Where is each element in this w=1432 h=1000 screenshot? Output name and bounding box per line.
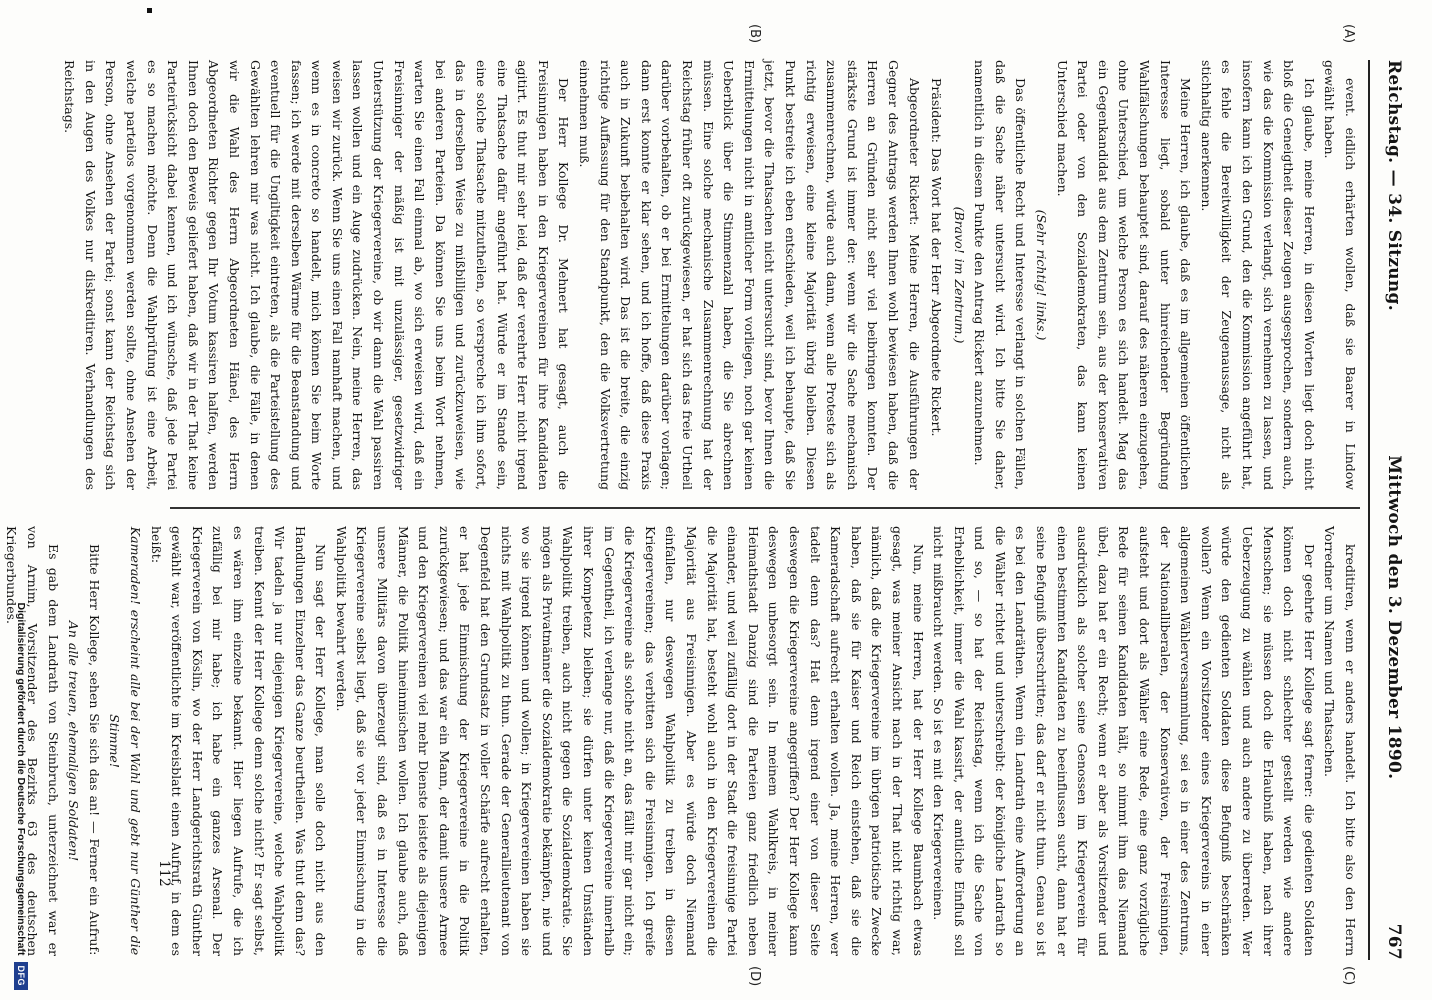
left-text-column bbox=[62, 60, 1360, 490]
paragraph: Das öffentliche Recht und Interesse verlangt in solchen Fällen, daß die Sache näher untersucht wird. Ich bitte Sie daher, namentlich in diesem Punkte den Antrag Rickert anzunehmen. bbox=[972, 60, 1029, 490]
margin-mark-a: (A) bbox=[1341, 24, 1356, 44]
header-title: Reichstag. — 34. Sitzung. bbox=[1384, 60, 1404, 311]
credit-text: Digitalisierung gefördert durch die Deutsche Forschungsgemeinschaft bbox=[15, 602, 27, 956]
header-rule bbox=[1368, 60, 1370, 960]
paragraph: Nun, meine Herren, hat der Herr Kollege Baumbach etwas gesagt, was meiner Ansicht nach in der That nicht richtig war, nämlich, daß die Kriegervereine im übrigen patriotische Zwecke haben, daß sie für Kaiser und Reich einstehen, daß sie die Kameradschaft aufrecht erhalten wollen. Ja, meine Herren, wer tadelt denn das? Hat denn irgend einer von dieser Seite deswegen die Kriegervereine angegriffen? Der Herr Kollege kann deswegen unbesorgt sein. In meinem Wahlkreis, in meiner Heimathstadt Danzig sind die Parteien ganz friedlich neben einander, und weil zufällig dort in der Stadt die freisinnige Partei die Majorität hat, besteht wohl auch in den Kriegervereinen die Majorität aus Freisinnigen. Aber es würde doch Niemand einfallen, nur deswegen Wahlpolitik zu treiben in diesen Kriegervereinen; das verbitten sich die Freisinnigen. Ich greife die Kriegervereine als solche nicht an, das fällt mir gar nicht ein; im Gegentheil, ich verlange nur, daß die Kriegervereine innerhalb ihrer Kompetenz bleiben; sie dürfen unter keinen Umständen Wahlpolitik treiben, auch nicht gegen die Sozialdemokratie. Sie mögen als Privatmänner die Sozialdemokratie bekämpfen, nie und wo sie irgend können und wollen; in Kriegervereinen haben sie nichts mit Wahlpolitik zu thun. Gerade der Generallieutenant von Degenfeld hat den Grundsatz in voller Schärfe aufrecht erhalten, er hat jede Einmischung der Kriegervereine in die Politik zurückgewiesen; und das war ein Mann, der damit unsere Armee und den Kriegervereinen viel mehr Dienste leistete als diejenigen Männer, die Politik hineinmischen wollen. Ich glaube auch, daß unsere Militärs davon überzeugt sind, daß es in Interesse die Kriegervereine selbst liegt, daß sie vor jeder Einmischung in die Wahlpolitik bewahrt werden. bbox=[333, 526, 926, 956]
interjection: (Bravo! im Zentrum.) bbox=[951, 206, 967, 344]
paragraph: Ich glaube, meine Herren, in diesen Worten liegt doch nicht bloß die Geneigtheit dieser Zeugen ausgesprochen, sondern auch, wie das die Kommission verlangt, sich vernehmen zu lassen, und insofern kann ich den Grund, den die Kommission angeführt hat, es fehle die Bereitwilligkeit der Zeugenaussage, nicht als stichhaltig anerkennen. bbox=[1198, 60, 1317, 490]
paragraph: Nun sagt der Herr Kollege, man solle doch nicht aus den Handlungen Einzelner das Ganze beurtheilen. Was thut denn das? Wir tadeln ja nur diejenigen Kriegervereine, welche Wahlpolitik treiben. Kennt der Herr Kollege denn solche nicht? Er sagt selbst, es wären ihm einzelne bekannt. Hier liegen Aufrufe, die ich zufällig bei mir habe; ich habe ein ganzes Arsenal. Der Kriegerverein von Köslin, wo der Herr Landgerichtsrath Günther gewählt war, veröffentlichte im Kreisblatt einen Aufruf, in dem es heißt: bbox=[148, 526, 329, 956]
paragraph: Meine Herren, ich glaube, daß es im allgemeinen öffentlichen Interesse liegt, sobald unter hinreichender Begründung Wahlfälschungen behauptet sind, darauf des näheren einzugehen, ohne Unterschied, um welche Person es sich handelt. Mag das ein Gegenkandidat aus dem Zentrum sein, aus der konservativen Partei oder von den Sozialdemokraten, das kann keinen Unterschied machen. bbox=[1054, 60, 1194, 490]
margin-mark-b: (B) bbox=[747, 24, 762, 44]
speaker-paragraph: Abgeordneter Rickert: Meine Herren, die Ausführungen der Gegner des Antrags werden Ihnen wohl bewiesen haben, daß die Herren an Gründen nicht sehr viel beibringen konnten. Der stärkste Grund ist immer der: wenn wir die Sache mechanisch zusammenrechnen, würde auch dann, wenn alle Proteste sich als richtig erweisen, eine kleine Majorität übrig bleiben. Diesen Punkt bestreite ich eben entschieden, weil ich behaupte, daß Sie jetzt, bevor die Thatsachen nicht untersucht sind, bevor Ihnen die Ermittelungen nicht in amtlicher Form vorliegen, noch gar keinen Ueberblick über die Stimmenzahl haben, die Sie abrechnen müssen. Eine solche mechanische Zusammenrechnung hat der Reichstag früher oft zurückgewiesen, er hat sich das freie Urtheil darüber vorbehalten, ob er bei Ermittelungen darüber vorlagen; dann erst konnte er klar sehen, und ich hoffe, daß diese Praxis auch in Zukunft beibehalten wird. Das ist die breite, die einzig richtige Auffassung für den Standpunkt, den die Volksvertretung einnehmen muß. bbox=[577, 60, 922, 490]
speaker-paragraph: Präsident: Das Wort hat der Herr Abgeordnete Rickert. bbox=[929, 78, 945, 437]
paragraph: Bitte Herr Kollege, sehen Sie sich das an! — Ferner ein Aufruf: bbox=[86, 544, 102, 956]
printer-signature: 112 bbox=[156, 860, 172, 887]
margin-mark-c: (C) bbox=[1341, 966, 1356, 986]
quotation: An alle treuen, ehemaligen Soldaten! bbox=[66, 620, 82, 862]
page-number: 767 bbox=[1384, 923, 1404, 960]
paragraph: Es gab dem Landrath von Steinbruch, unterzeichnet war er von Arnim, Vorsitzender des Bezirks 63 des deutschen Kriegerbundes. bbox=[4, 526, 61, 956]
interjection: (Sehr richtig! links.) bbox=[1034, 209, 1050, 341]
digitization-credit bbox=[14, 340, 28, 990]
header-date: Mittwoch den 3. Dezember 1890. bbox=[1384, 455, 1404, 780]
paragraph: Der Herr Kollege Dr. Mehnert hat gesagt, auch die Freisinnigen haben in den Kriegervereinen für ihre Kandidaten agitirt. Es thut mir sehr leid, daß der verehrte Herr nicht irgend eine Thatsache dafür angeführt hat. Würde er im Stande sein, eine solche Thatsache mitzutheilen, so verspreche ich ihm sofort, das in derselben Weise zu mißbilligen und zurückzuweisen, wie bei anderen Parteien. Da können Sie uns beim Wort nehmen, warten Sie einen Fall einmal ab, wo sich erweisen wird, daß ein Freisinniger der mäßig ist mit unzulässiger, gesetzwidriger Unterstützung der Kriegervereine, ob wir dann die Wahl passiren lassen wollen und ein Auge zudrücken. Nein, meine Herren, das weisen wir zurück. Wenn Sie uns einen Fall namhaft machen, und wenn es in concreto so handelt, mich können Sie beim Worte fassen; ich werde mit derselben Wärme für die Beanstandung und eventuell für die Ungiltigkeit eintreten, als die Parteistellung des Gewählten lehren mir was nicht. Ich glaube, die Fälle, in denen wir die Wahl des Herrn Abgeordneten Hänel, des Herrn Abgeordneten Richter gegen Ihr Votum kassiren halfen, werden Ihnen doch den Beweis geliefert haben, daß wir in der That keine Parteirücksicht dabei kennen, und ich wünsche, daß jede Partei es so machen möchte. Denn die Wahlprüfung ist eine Arbeit, welche parteilos vorgenommen werden sollte, ohne Ansehen der Person, ohne Ansehen der Partei; sonst kann der Reichstag sich in den Augen des Volkes nur diskreditiren. Verhandlungen des Reichstags. bbox=[62, 60, 572, 490]
scan-mark bbox=[147, 8, 152, 13]
paragraph: event. eidlich erhärten wollen, daß sie Baarer in Lindow gewählt haben. bbox=[1322, 60, 1358, 490]
column-divider bbox=[170, 507, 1360, 509]
paragraph: kreditiren, wenn er anders handelt. Ich bitte also den Herrn Vorredner um Namen und Thatsachen. bbox=[1322, 526, 1358, 956]
paragraph: Der geehrte Herr Kollege sagt ferner: die gedienten Soldaten können doch nicht schlechter gestellt werden wie andere Menschen; sie müssen doch die Erlaubniß haben, nach ihrer Ueberzeugung zu wählen und auch andere zu überreden. Wer würde den gedienten Soldaten diese Befugniß beschränken wollen? Wenn ein Vorsitzender eines Kriegervereins in einer allgemeinen Wählerversammlung, sei es in einer des Zentrums, der Nationalliberalen, der Konservativen, der Freisinnigen, aufsteht und dort als Wähler eine Rede, eine ganz vorzügliche Rede für seinen Kandidaten hält, so nimmt ihm das Niemand übel, dazu hat er ein Recht; wenn er aber als Vorsitzender und ausdrücklich als solcher seine Genossen im Kriegerverein für einen bestimmten Kandidaten zu beeinflussen sucht, dann hat er seine Befugniß überschritten; das darf er nicht thun. Genau so ist es bei den Landräthen. Wenn ein Landrath eine Aufforderung an die Wähler richtet und unterschreibt: der königliche Landrath so und so, — so hat der Reichstag, wenn ich die Sache von Erheblichkeit, immer die Wahl kassirt, der amtliche Einfluß soll nicht mißbraucht werden. So ist es mit den Kriegervereinen. bbox=[931, 526, 1317, 956]
quotation: Kameraden! erscheint alle bei der Wahl und gebt nur Günther die Stimme! bbox=[107, 526, 143, 956]
dfg-logo-icon: DFG bbox=[14, 962, 28, 991]
margin-mark-d: (D) bbox=[747, 966, 762, 987]
page-header bbox=[1372, 60, 1416, 960]
